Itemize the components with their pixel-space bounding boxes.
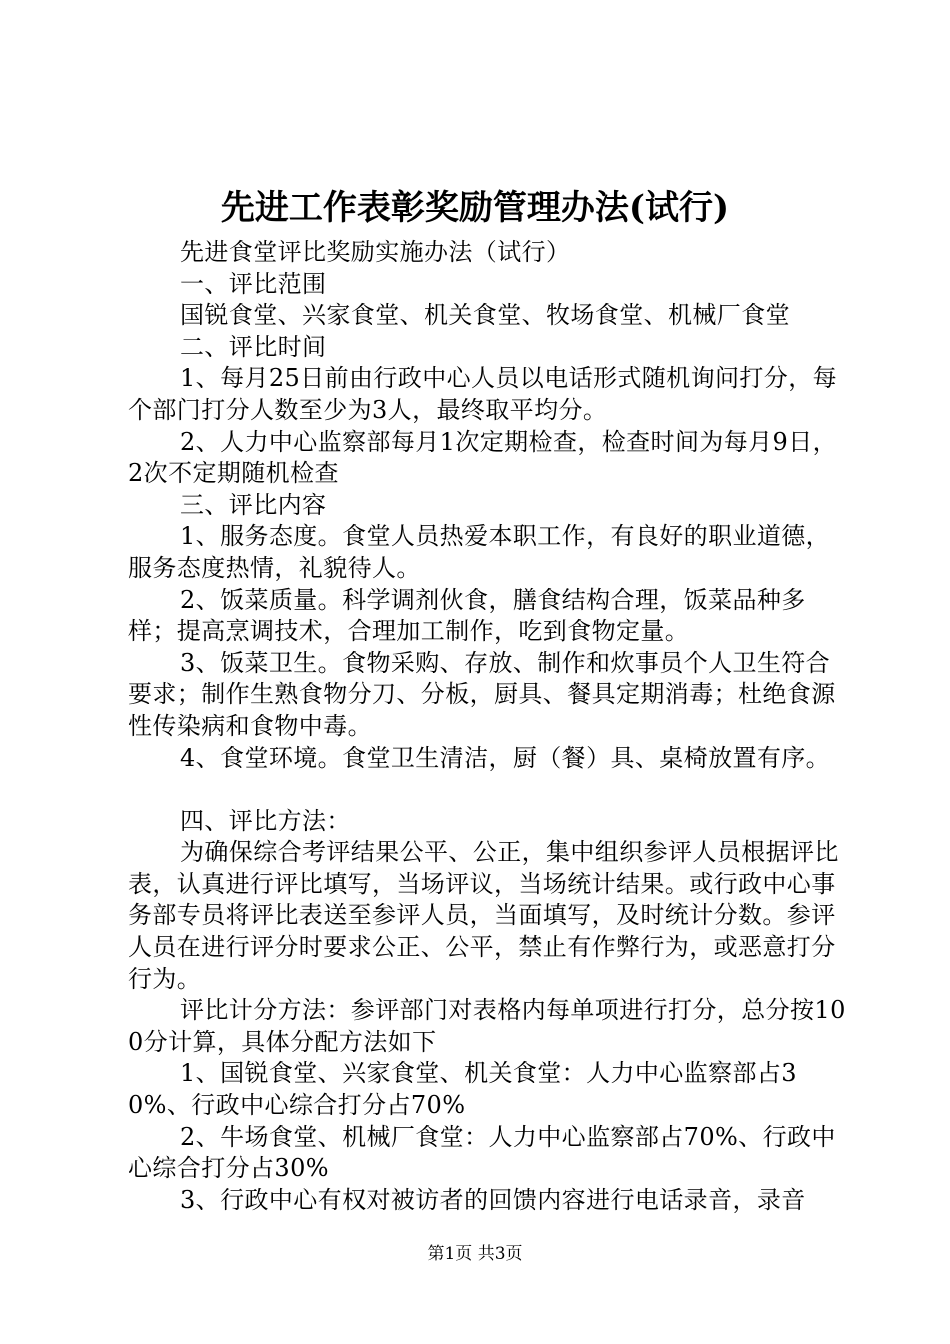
paragraph-method-5: 3、行政中心有权对被访者的回馈内容进行电话录音，录音 <box>180 1185 806 1214</box>
paragraph-content-1: 1、服务态度。食堂人员热爱本职工作，有良好的职业道德，服务态度热情，礼貌待人。 <box>128 522 831 582</box>
section-heading-content: 三、评比内容 <box>180 490 327 519</box>
document-body <box>128 237 848 1216</box>
page-footer: 第1页 共3页 <box>427 1244 523 1264</box>
document-title: 先进工作表彰奖励管理办法(试行) <box>220 188 730 228</box>
section-heading-scope: 一、评比范围 <box>180 269 327 298</box>
section-heading-time: 二、评比时间 <box>180 332 327 361</box>
paragraph-time-2: 2、人力中心监察部每月1次定期检查，检查时间为每月9日，2次不定期随机检查 <box>128 427 838 488</box>
section-heading-method: 四、评比方法： <box>180 806 351 835</box>
paragraph-method-4: 2、牛场食堂、机械厂食堂：人力中心监察部占70%、行政中心综合打分占30% <box>128 1122 836 1183</box>
paragraph-content-4: 4、食堂环境。食堂卫生清洁，厨（餐）具、桌椅放置有序。 <box>180 743 831 772</box>
paragraph-content-2: 2、饭菜质量。科学调剂伙食，膳食结构合理，饭菜品种多样；提高烹调技术，合理加工制作，吃到食物定量。 <box>128 585 806 646</box>
paragraph-time-1: 1、每月25日前由行政中心人员以电话形式随机询问打分，每个部门打分人数至少为3人，最终取平均分。 <box>128 364 838 424</box>
paragraph-method-1: 为确保综合考评结果公平、公正，集中组织参评人员根据评比表，认真进行评比填写，当场评议，当场统计结果。或行政中心事务部专员将评比表送至参评人员，当面填写，及时统计分数。参评人员在进行评分时要求公正、公平，禁止有作弊行为，或恶意打分行为。 <box>128 838 839 993</box>
paragraph-scope: 国锐食堂、兴家食堂、机关食堂、牧场食堂、机械厂食堂 <box>180 301 790 330</box>
paragraph-method-3: 1、国锐食堂、兴家食堂、机关食堂：人力中心监察部占30%、行政中心综合打分占70% <box>128 1059 797 1120</box>
paragraph-content-3: 3、饭菜卫生。食物采购、存放、制作和炊事员个人卫生符合要求；制作生熟食物分刀、分板，厨具、餐具定期消毒；杜绝食源性传染病和食物中毒。 <box>128 648 836 740</box>
paragraph-method-2: 评比计分方法：参评部门对表格内每单项进行打分，总分按100分计算，具体分配方法如下 <box>128 996 846 1056</box>
subtitle-paragraph: 先进食堂评比奖励实施办法（试行） <box>180 238 571 266</box>
